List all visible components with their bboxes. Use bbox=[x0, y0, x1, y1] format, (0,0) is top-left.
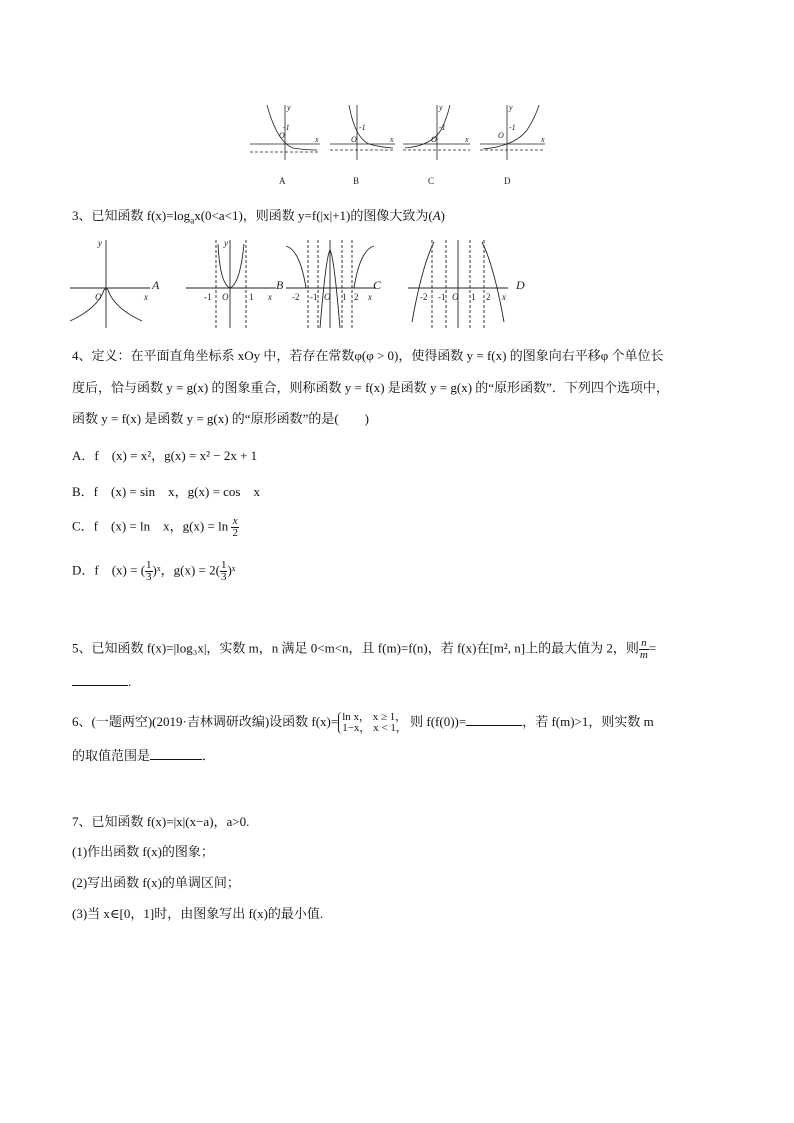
option-label-a: A bbox=[279, 176, 286, 186]
q5-answer-blank[interactable] bbox=[72, 673, 128, 686]
frac-num: 1 bbox=[220, 559, 227, 571]
q3-close: ) bbox=[440, 208, 446, 223]
frac-num: x bbox=[232, 515, 238, 527]
option-label-b: B bbox=[353, 176, 360, 186]
graph-c bbox=[403, 105, 470, 160]
q5-frac bbox=[639, 638, 649, 661]
axis-y-label: y bbox=[98, 238, 102, 248]
graph-a bbox=[250, 105, 320, 160]
q4-option-d-text: D．f (x) = ( bbox=[72, 562, 146, 578]
graph-b bbox=[330, 105, 395, 160]
q6-end: ． bbox=[202, 748, 216, 763]
origin-label: O bbox=[222, 292, 229, 302]
axis-x-label: x bbox=[268, 292, 272, 302]
q3-text: 3、已知函数 f(x)=log bbox=[72, 208, 191, 223]
q4-option-a: A．f (x) = x²，g(x) = x² − 2x + 1 bbox=[72, 448, 258, 463]
q4-option-d-mid: )ˣ，g(x) = 2( bbox=[152, 562, 220, 578]
origin-label: O bbox=[431, 135, 437, 144]
question-7-line1: 7、已知函数 f(x)=|x|(x−a)，a>0. bbox=[72, 814, 250, 829]
question-4-line1: 4、定义：在平面直角坐标系 xOy 中，若存在常数φ(φ > 0)，使得函数 y = f(x) 的图象向右平移φ 个单位长 bbox=[72, 348, 664, 363]
option-label-b: B bbox=[276, 278, 284, 292]
option-label-a: A bbox=[152, 278, 160, 292]
axis-x-label: x bbox=[144, 292, 148, 302]
option-label-d: D bbox=[504, 176, 511, 186]
tick-label: -1 bbox=[204, 292, 212, 302]
graph-d bbox=[480, 105, 545, 160]
frac-num: n bbox=[639, 638, 649, 650]
option-label-c: C bbox=[373, 278, 382, 292]
question-6 bbox=[72, 712, 654, 734]
origin-label: O bbox=[452, 292, 459, 302]
axis-y-label: y bbox=[224, 238, 228, 248]
tick-label: -1 bbox=[310, 292, 318, 302]
frac-den: 2 bbox=[232, 527, 238, 539]
question-4-line3: 函数 y = f(x) 是函数 y = g(x) 的“原形函数”的是( ) bbox=[72, 411, 370, 426]
tick-label: 1 bbox=[342, 292, 347, 302]
q6-case1: ln x， x ≥ 1， bbox=[342, 711, 407, 724]
origin-label: O bbox=[498, 131, 504, 140]
frac-den: m bbox=[639, 649, 648, 661]
axis-y-label: y bbox=[287, 103, 291, 112]
tick-label: 2 bbox=[486, 292, 491, 302]
question-3 bbox=[72, 206, 445, 231]
q5-answer-line bbox=[72, 672, 131, 692]
q5-end: . bbox=[128, 674, 132, 689]
q4-option-c bbox=[72, 516, 239, 539]
q3-text2: x(0<a<1)，则函数 y=f(|x|+1)的图像大致为( bbox=[194, 208, 433, 223]
axis-x-label: x bbox=[390, 135, 394, 144]
option-label-d: D bbox=[516, 278, 525, 292]
q6-case2: 1−x， x < 1， bbox=[342, 722, 407, 735]
minus1-label: -1 bbox=[439, 123, 446, 132]
origin-label: O bbox=[95, 292, 102, 302]
graph-q3-c bbox=[286, 240, 376, 328]
axis-y-label: y bbox=[509, 103, 513, 112]
tick-label: -2 bbox=[420, 292, 428, 302]
tick-label: 2 bbox=[354, 292, 359, 302]
q4-option-d-frac1 bbox=[145, 560, 153, 583]
q3-answer: A bbox=[432, 208, 441, 223]
origin-label: O bbox=[324, 292, 331, 302]
frac-den: 3 bbox=[220, 571, 227, 583]
frac-num: 1 bbox=[146, 559, 152, 571]
q5-text: 5、已知函数 f(x)=|log₃x|，实数 m，n 满足 0<m<n，且 f(m)=f(n)，若 f(x)在[m², n]上的最大值为 2，则 bbox=[72, 640, 639, 656]
q4-option-c-frac bbox=[231, 516, 239, 539]
axis-x-label: x bbox=[502, 292, 506, 302]
minus1-label: -1 bbox=[509, 123, 516, 132]
axis-y-label: y bbox=[439, 103, 443, 112]
axis-x-label: x bbox=[465, 135, 469, 144]
q6-piecewise bbox=[338, 712, 407, 734]
frac-den: 3 bbox=[146, 571, 152, 583]
axis-x-label: x bbox=[368, 292, 372, 302]
q6-line2 bbox=[72, 746, 215, 766]
minus1-label: -1 bbox=[283, 123, 290, 132]
q4-option-d bbox=[72, 560, 236, 583]
tick-label: 1 bbox=[249, 292, 254, 302]
question-5 bbox=[72, 638, 656, 661]
graph-q3-b bbox=[186, 240, 276, 328]
q6-mid: 则 f(f(0))= bbox=[410, 714, 467, 729]
graph-q3-a bbox=[70, 240, 150, 328]
q4-option-b: B．f (x) = sin x，g(x) = cos x bbox=[72, 484, 260, 499]
axis-x-label: x bbox=[541, 135, 545, 144]
q6-mid2: ，若 f(m)>1，则实数 m bbox=[522, 714, 654, 729]
option-label-c: C bbox=[428, 176, 435, 186]
graph-q3-d bbox=[408, 240, 508, 328]
q6-blank-1[interactable] bbox=[466, 713, 522, 726]
question-7-line2: (1)作出函数 f(x)的图象； bbox=[72, 844, 214, 859]
q5-eq: = bbox=[648, 640, 657, 656]
q3-sub: a bbox=[190, 215, 195, 226]
question-7-line4: (3)当 x∈[0，1]时，由图象写出 f(x)的最小值. bbox=[72, 906, 324, 921]
tick-label: 1 bbox=[471, 292, 476, 302]
q6-line2-text: 的取值范围是 bbox=[72, 748, 151, 763]
question-4-line2: 度后，恰与函数 y = g(x) 的图象重合，则称函数 y = f(x) 是函数 y = g(x) 的“原形函数”．下列四个选项中， bbox=[72, 380, 669, 395]
q6-blank-2[interactable] bbox=[150, 747, 202, 760]
q6-text: 6、(一题两空)(2019·吉林调研改编)设函数 f(x)= bbox=[72, 714, 339, 729]
figure-q2-options bbox=[245, 100, 555, 190]
q4-option-d-end: )ˣ bbox=[227, 562, 236, 578]
origin-label: O bbox=[351, 135, 357, 144]
tick-label: -2 bbox=[292, 292, 300, 302]
axis-x-label: x bbox=[315, 135, 319, 144]
q4-option-c-text: C．f (x) = ln x，g(x) = ln bbox=[72, 518, 229, 534]
tick-label: -1 bbox=[438, 292, 446, 302]
minus1-label: -1 bbox=[359, 123, 366, 132]
figure-q3-options bbox=[68, 236, 538, 332]
question-7-line3: (2)写出函数 f(x)的单调区间； bbox=[72, 875, 240, 890]
origin-label: O bbox=[279, 131, 285, 140]
